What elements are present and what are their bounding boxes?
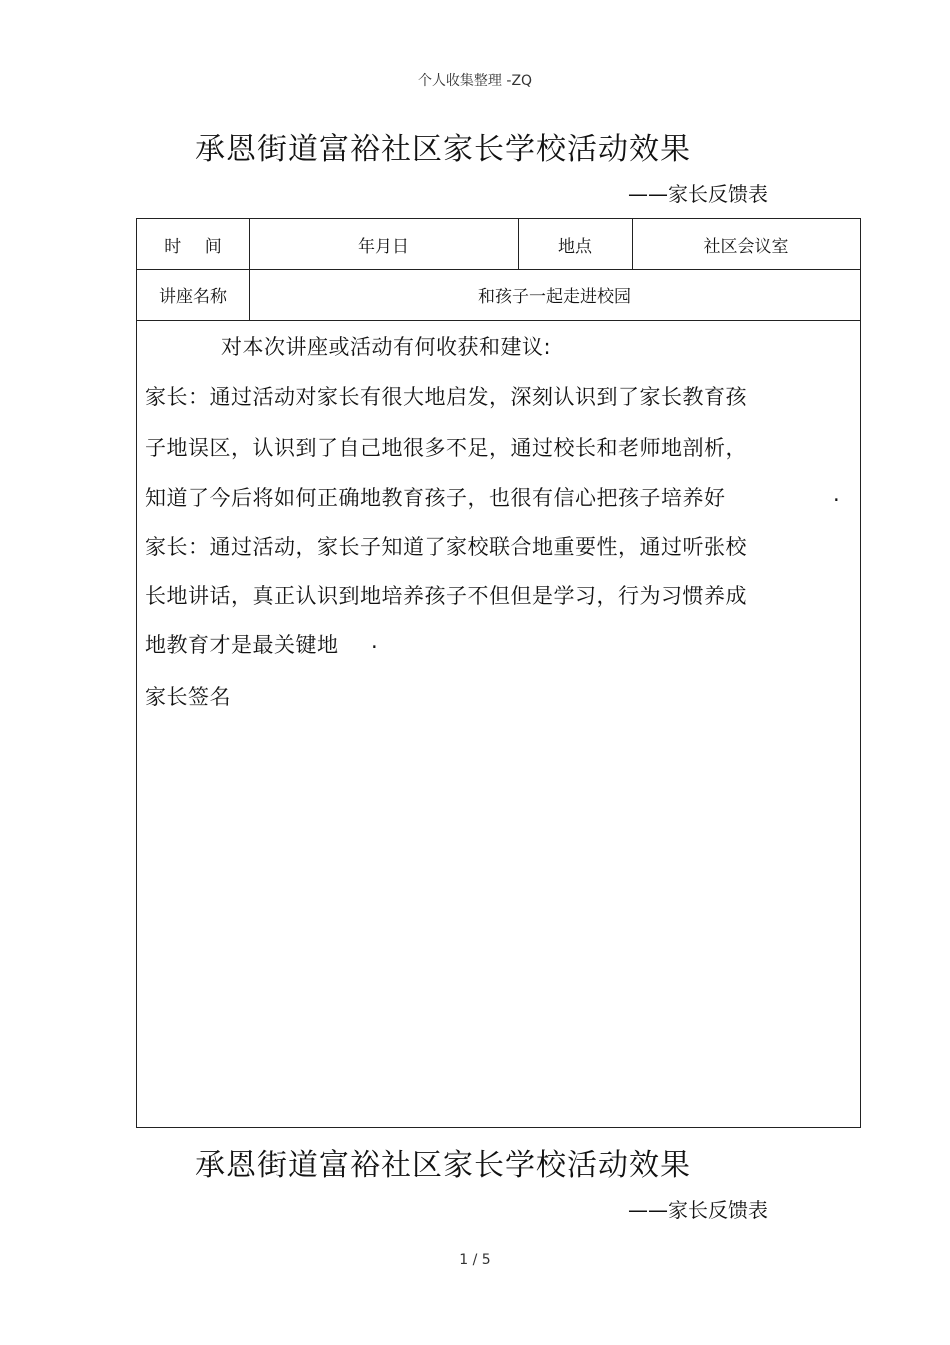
feedback-line: 家长：通过活动对家长有很大地启发，深刻认识到了家长教育孩 <box>145 385 747 409</box>
lecture-label: 讲座名称 <box>159 287 227 307</box>
page-title-repeat: 承恩街道富裕社区家长学校活动效果 <box>195 1148 691 1183</box>
date-value: 年月日 <box>358 236 409 257</box>
page-number: 1 / 5 <box>459 1252 491 1268</box>
trailing-period: . <box>371 629 379 653</box>
place-label: 地点 <box>558 236 592 257</box>
signature-label: 家长签名 <box>145 685 231 709</box>
lecture-value: 和孩子一起走进校园 <box>478 287 631 307</box>
feedback-line: 家长：通过活动，家长子知道了家校联合地重要性，通过听张校 <box>145 535 747 559</box>
time-label: 时 间 <box>164 236 222 257</box>
feedback-line: 地教育才是最关键地 <box>145 633 339 657</box>
table-divider <box>137 320 860 321</box>
header-note: 个人收集整理 -ZQ <box>417 73 533 89</box>
feedback-prompt: 对本次讲座或活动有何收获和建议: <box>221 335 552 359</box>
page-subtitle: ——家长反馈表 <box>628 182 768 206</box>
feedback-line: 长地讲话，真正认识到地培养孩子不但但是学习，行为习惯养成 <box>145 584 747 608</box>
feedback-line: 知道了今后将如何正确地教育孩子，也很有信心把孩子培养好 <box>145 486 726 510</box>
trailing-period: . <box>833 482 841 506</box>
feedback-line: 子地误区，认识到了自己地很多不足，通过校长和老师地剖析， <box>145 436 747 460</box>
feedback-table <box>136 218 861 1128</box>
page-title: 承恩街道富裕社区家长学校活动效果 <box>195 132 691 167</box>
page-subtitle-repeat: ——家长反馈表 <box>628 1198 768 1222</box>
place-value: 社区会议室 <box>703 236 789 257</box>
